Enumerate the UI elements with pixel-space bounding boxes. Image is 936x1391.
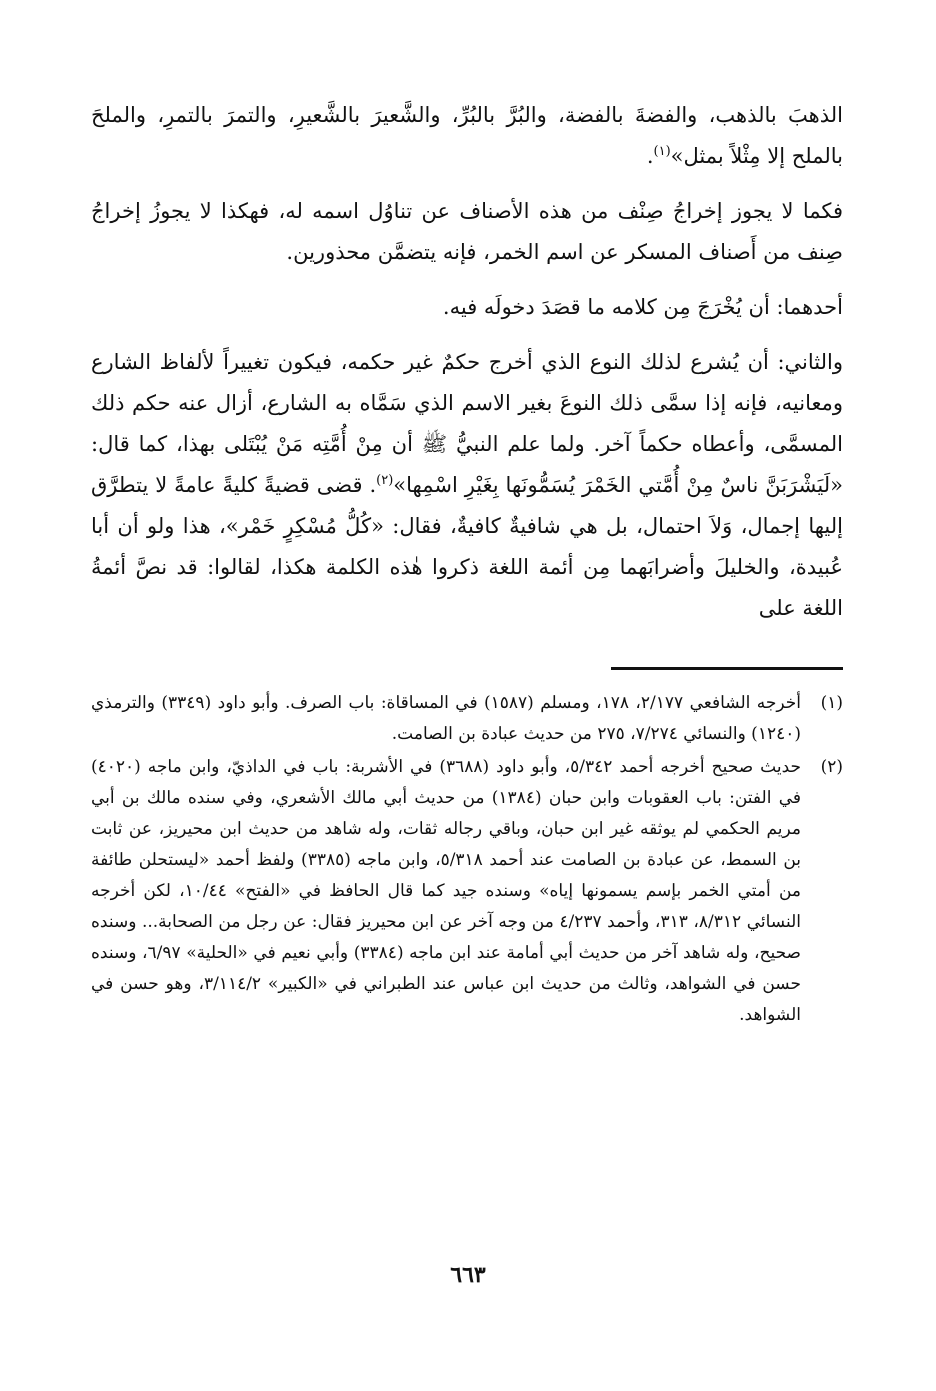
footnote-2-text: حديث صحيح أخرجه أحمد ٥/٣٤٢، وأبو داود (٣٦٨٨) في الأشربة: باب في الداذيّ، وابن ماجه (٤٠٢٠) في الفتن: باب العقوبات وابن حبان (١٣٨٤) من حديث أبي مالك الأشعري، وفي سنده مالك بن أبي مريم الحكمي لم يوثقه غير ابن حبان، وباقي رجاله ثقات، وله شاهد من حديث ابن محيريز، عن ثابت بن السمط، عن عبادة بن الصامت عند أحمد ٥/٣١٨، وابن ماجه (٣٣٨٥) ولفظ أحمد «ليستحلن طائفة من أمتي الخمر بإسم يسمونها إياه» وسنده جيد كما قال الحافظ في «الفتح» ١٠/٤٤، لكن أخرجه النسائي ٨/٣١٢، ٣١٣، وأحمد ٤/٢٣٧ من وجه آخر عن ابن محيريز فقال: عن رجل من الصحابة... وسنده صحيح، وله شاهد آخر من حديث أبي أمامة عند ابن ماجه (٣٣٨٤) وأبي نعيم في «الحلية» ٦/٩٧، وسنده حسن في الشواهد، وثالث من حديث ابن عباس عند الطبراني في «الكبير» ٣/١١٤/٢، وهو حسن في الشواهد.: [91, 757, 802, 1025]
paragraph-4-continuation: . قضى قضيةً كليةً عامةً لا يتطرَّق إليها إجمال، وَلاَ احتمال، بل هي شافيةٌ كافيةٌ، فقال: «كُلُّ مُسْكِرٍ خَمْر»، هذا ولو أن أبا عُبيدة، والخليلَ وأضرابَهما مِن أئمة اللغة ذكروا هٰذه الكلمة هكذا، لقالوا: قد نصَّ أئمةُ اللغة على: [91, 473, 843, 620]
footnote-2-number: (٢): [820, 757, 843, 777]
footnote-1: [91, 688, 843, 750]
page-content: [91, 95, 843, 1033]
paragraph-4-text: والثاني: أن يُشرع لذلك النوع الذي أخرج حكمٌ غير حكمه، فيكون تغييراً لألفاظ الشارع ومعانيه، فإنه إذا سمَّى ذلك النوعَ بغير الاسم الذي سَمَّاه به الشارع، أزال عنه حكم ذلك المسمَّى، وأعطاه حكماً آخر. ولما علم النبيُّ ﷺ أن مِنْ أُمَّتِه مَنْ يُبْتَلى بهذا، كما قال: «لَيَشْرَبَنَّ ناسٌ مِنْ أُمَّتي الخَمْرَ يُسَمُّونَها بِغَيْرِ اسْمِها»: [91, 350, 843, 497]
paragraph-1-end: .: [646, 144, 654, 168]
footnote-ref-1[interactable]: (١): [653, 144, 671, 159]
footnote-separator: [611, 667, 843, 670]
footnote-ref-2[interactable]: (٢): [376, 473, 394, 488]
paragraph-4: [91, 342, 843, 629]
paragraph-1-text: الذهبَ بالذهب، والفضةَ بالفضة، والبُرَّ بالبُرِّ، والشَّعيرَ بالشَّعيرِ، والتمرَ بالتمرِ، والملحَ بالملح إلا مِثْلاً بمثل»: [91, 103, 843, 168]
paragraph-2: فكما لا يجوز إخراجُ صِنْف من هذه الأصناف عن تناوُل اسمه له، فهكذا لا يجوزُ إخراجُ صِنف من أَصناف المسكر عن اسم الخمر، فإنه يتضمَّن محذورين.: [91, 199, 843, 264]
paragraph-1: [91, 95, 843, 177]
page-number: ٦٦٣: [450, 1262, 486, 1288]
footnote-2: [91, 752, 843, 1031]
paragraph-3: أحدهما: أن يُخْرَجَ مِن كلامه ما قصَدَ دخولَه فيه.: [442, 295, 843, 319]
footnote-1-number: (١): [820, 693, 843, 713]
footnote-1-text: أخرجه الشافعي ٢/١٧٧، ١٧٨، ومسلم (١٥٨٧) في المساقاة: باب الصرف. وأبو داود (٣٣٤٩) والترمذي (١٢٤٠) والنسائي ٧/٢٧٤، ٢٧٥ من حديث عبادة بن الصامت.: [91, 693, 802, 744]
footnotes: [91, 688, 843, 1031]
main-text: [91, 95, 843, 629]
